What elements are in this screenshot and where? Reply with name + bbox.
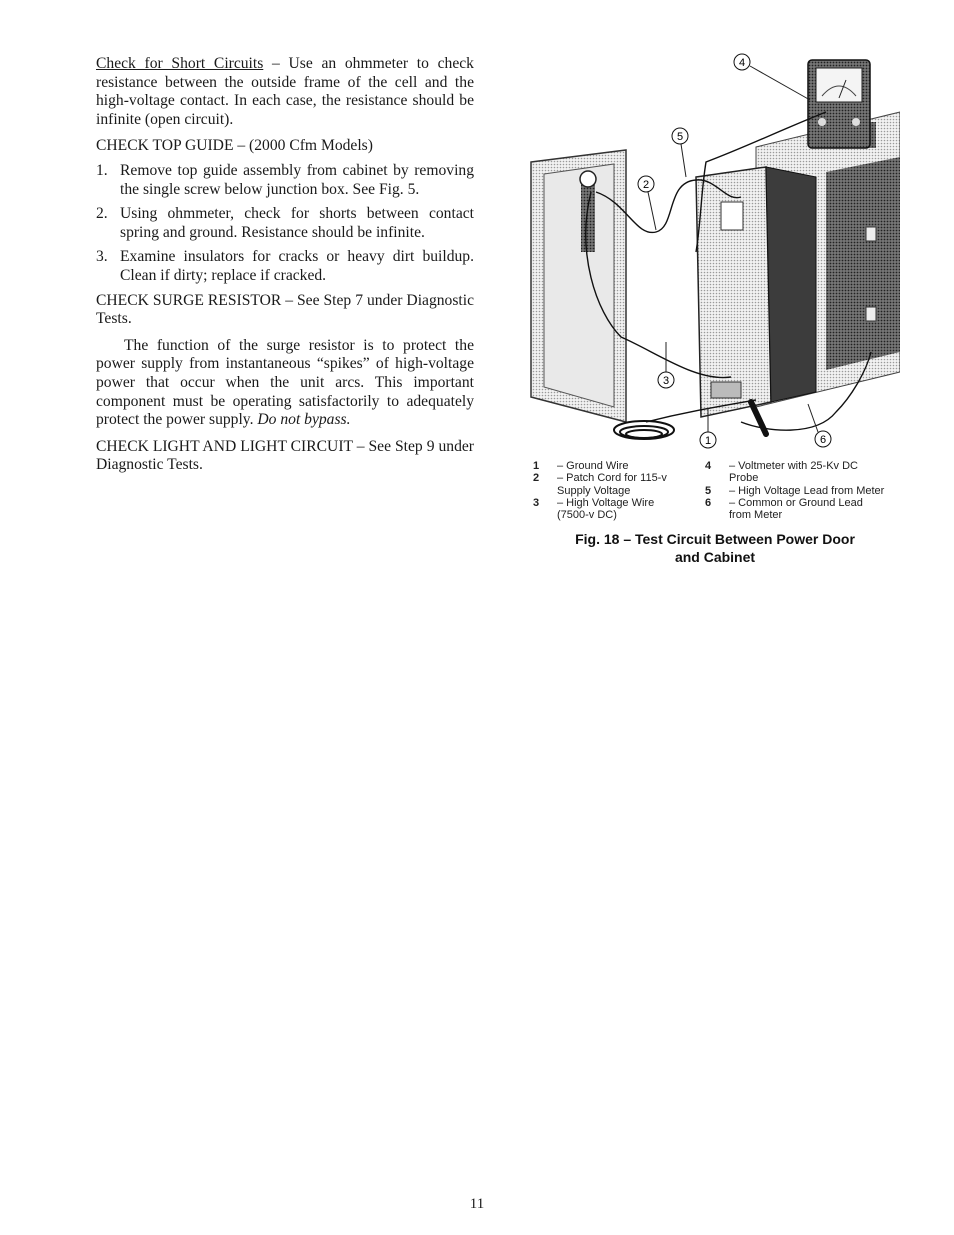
top-guide-step — [96, 205, 474, 242]
legend-key: 4 — [705, 460, 712, 472]
legend-text: – High Voltage Wire (7500-v DC) — [557, 496, 655, 522]
top-guide-step — [96, 162, 474, 199]
figure-caption-line1: Fig. 18 – Test Circuit Between Power Door — [575, 531, 855, 547]
callout-2 — [638, 176, 654, 192]
test-circuit-illustration — [526, 52, 900, 452]
figure-caption-line2: and Cabinet — [674, 549, 756, 565]
callout-1 — [700, 432, 716, 448]
callout-4-label: 4 — [738, 57, 746, 69]
ground-wire-coil — [614, 421, 674, 439]
legend-left-column — [533, 460, 703, 521]
callout-3-label: 3 — [662, 375, 670, 387]
voltmeter — [808, 60, 870, 148]
legend-key: 6 — [705, 496, 712, 509]
legend-item — [533, 472, 703, 497]
top-guide-step — [96, 248, 474, 285]
test-circuit-figure — [526, 52, 900, 452]
legend-item — [705, 485, 905, 497]
left-column — [96, 55, 474, 483]
legend-key: 2 — [533, 472, 540, 485]
surge-resistor-body — [96, 337, 474, 430]
legend-text: – Ground Wire — [557, 460, 629, 472]
legend-key: 5 — [705, 484, 712, 497]
callout-2-label: 2 — [642, 179, 650, 191]
legend-text: – Patch Cord for 115-v Supply Voltage — [557, 472, 667, 497]
short-circuit-paragraph — [96, 55, 474, 129]
legend-item — [533, 460, 703, 472]
legend-text: – Voltmeter with 25-Kv DC Probe — [729, 460, 858, 485]
legend-text: – High Voltage Lead from Meter — [729, 484, 885, 497]
surge-body-text: The function of the surge resistor is to protect the power supply from instantaneous “spikes” of high-voltage power that occur when the unit arcs. This important component must be operating satisfactorily to adequately protect the power supply. — [96, 336, 474, 429]
power-door — [531, 150, 626, 422]
short-circuit-text: – Use an ohmmeter to check resistance between the outside frame of the cell and the high-voltage contact. In each case, the resistance should be infinite (open circuit). — [96, 55, 474, 128]
callout-5-label: 5 — [676, 131, 684, 143]
step-number: 3. — [96, 248, 108, 266]
callout-1-label: 1 — [704, 435, 712, 447]
legend-item — [705, 497, 905, 522]
step-text: Remove top guide assembly from cabinet by removing the single screw below junction box. See Fig. 5. — [120, 161, 474, 198]
top-guide-heading: CHECK TOP GUIDE – (2000 Cfm Models) — [96, 137, 373, 155]
surge-resistor-heading: CHECK SURGE RESISTOR – See Step 7 under Diagnostic Tests. — [96, 291, 474, 328]
legend-text: – Common or Ground Lead from Meter — [729, 496, 863, 522]
callout-6-label: 6 — [819, 434, 827, 446]
page-number: 11 — [469, 1196, 485, 1212]
step-number: 2. — [96, 205, 108, 223]
legend-item — [705, 460, 905, 485]
figure-caption — [530, 530, 900, 566]
callout-4 — [734, 54, 750, 70]
step-number: 1. — [96, 161, 108, 179]
legend-key: 1 — [533, 460, 540, 472]
legend-key: 3 — [533, 496, 540, 509]
step-text: Using ohmmeter, check for shorts between contact spring and ground. Resistance should be infinite. — [120, 205, 474, 241]
surge-emphasis: Do not bypass. — [257, 411, 351, 429]
light-circuit-heading: CHECK LIGHT AND LIGHT CIRCUIT – See Step 9 under Diagnostic Tests. — [96, 437, 474, 474]
step-text: Examine insulators for cracks or heavy dirt buildup. Clean if dirty; replace if cracked. — [120, 248, 474, 284]
legend-right-column — [705, 460, 905, 521]
callout-3 — [658, 372, 674, 388]
short-circuit-heading: Check for Short Circuits — [96, 55, 264, 72]
legend-item — [533, 497, 703, 522]
callout-5 — [672, 128, 688, 144]
electrostatic-cell — [696, 167, 816, 417]
callout-6 — [815, 431, 831, 447]
